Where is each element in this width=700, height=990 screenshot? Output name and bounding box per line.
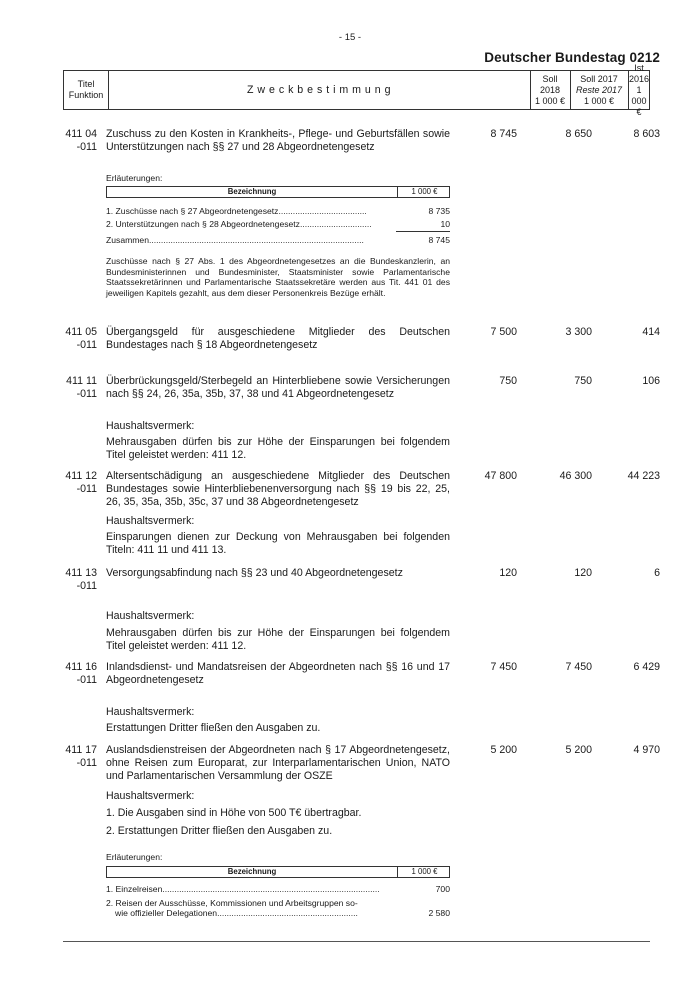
entry-text: Altersentschädigung an ausgeschiedene Mitglieder des Deutschen Bundestages sowie Hinterbliebenenversorgung nach §§ 19 bis 22, 25, 26, 35, 35a, 35b, 35c, 37 und 38 Abgeordnetengesetz [106,470,450,508]
entry-text: Auslandsdienstreisen der Abgeordneten nach § 17 Abgeordnetengesetz, ohne Reisen zum Europarat, zur Interparlamentarischen Union, NATO und Parlamentarischen Versammlung der OSZE [106,744,450,782]
haushaltsvermerk-text: Mehrausgaben dürfen bis zur Höhe der Einsparungen bei folgendem Titel geleistet werden: 411 12. [106,436,450,461]
entry-text: Inlandsdienst- und Mandatsreisen der Abgeordneten nach §§ 16 und 17 Abgeordnetengesetz [106,661,450,686]
erlaeuterungen-note: Zuschüsse nach § 27 Abs. 1 des Abgeordnetengesetzes an die Bundeskanzlerin, an Bundesministerinnen und Bundesminister, Staatsminister sowie Parlamentarische Staatssekretärinnen und Parlamentarische Staatssekretäre werden aus Tit. 441 01 des jeweiligen Kapitels gezahlt, aus dem dieser Personenkreis Bezüge erhält. [106,256,450,298]
haushaltsvermerk-label: Haushaltsvermerk: [106,790,195,802]
haushaltsvermerk-label: Haushaltsvermerk: [106,706,195,718]
col-zweck [108,71,530,109]
col-ist: Ist 2016 1 000 € [628,62,650,117]
haushaltsvermerk-item-1: 1. Die Ausgaben sind in Höhe von 500 T€ übertragbar. [106,807,362,819]
document-header: Deutscher Bundestag 0212 [484,50,660,65]
entry-text: Überbrückungsgeld/Sterbegeld an Hinterbliebene sowie Versicherungen nach §§ 24, 26, 35a, 35b, 37, 38 und 41 Abgeordnetengesetz [106,375,450,400]
col-funktion-label: Funktion [68,90,104,100]
erlaeuterungen-table: Bezeichnung 1 000 € 1. Zuschüsse nach § 27 Abgeordnetengesetz..................................... 8 735 2. Unterstützungen nach § 28 Abgeordnetengesetz.............................. 10 Zusammen.......................................................................................... 8 745 [106,187,450,245]
footer-rule [63,941,650,942]
value-soll: 8 745 [490,128,517,140]
col-soll: Soll 2018 1 000 € [534,73,566,106]
entry-text: Versorgungsabfindung nach §§ 23 und 40 Abgeordnetengesetz [106,567,403,579]
entry-code: 411 04 -011 [65,128,97,153]
col-soll-reste: Soll 2017 Reste 2017 1 000 € [575,73,623,106]
haushaltsvermerk-label: Haushaltsvermerk: [106,420,195,432]
value-ist: 8 603 [633,128,660,140]
value-soll-reste: 8 650 [565,128,592,140]
erlaeuterungen-label: Erläuterungen: [106,852,163,862]
col-zweck-label: Z w e c k b e s t i m m u n g [246,83,391,96]
haushaltsvermerk-label: Haushaltsvermerk: [106,515,195,527]
column-header-table [63,62,650,117]
haushaltsvermerk-text: Erstattungen Dritter fließen den Ausgaben zu. [106,722,321,734]
entry-text: Übergangsgeld für ausgeschiedene Mitglieder des Deutschen Bundestages nach § 18 Abgeordnetengesetz [106,326,450,351]
erlaeuterungen-table: Bezeichnung 1 000 € 1. Einzelreisen........................................................................................... 700 2. Reisen der Ausschüsse, Kommissionen und Arbeitsgruppen so- wie offizieller Delegationen........................................................... 2 580 [106,867,450,918]
page-number: - 15 - [338,32,362,43]
erlaeuterungen-label: Erläuterungen: [106,173,163,183]
col-titel-label: Titel [77,79,95,89]
haushaltsvermerk-label: Haushaltsvermerk: [106,610,195,622]
haushaltsvermerk-item-2: 2. Erstattungen Dritter fließen den Ausgaben zu. [106,825,333,837]
col-titel-funktion [64,71,108,109]
haushaltsvermerk-text: Einsparungen dienen zur Deckung von Mehrausgaben bei folgenden Titeln: 411 11 und 411 13. [106,531,450,556]
entry-text: Zuschuss zu den Kosten in Krankheits-, Pflege- und Geburtsfällen sowie Unterstützungen nach §§ 27 und 28 Abgeordnetengesetz [106,128,450,153]
haushaltsvermerk-text: Mehrausgaben dürfen bis zur Höhe der Einsparungen bei folgendem Titel geleistet werden: 411 12. [106,627,450,652]
